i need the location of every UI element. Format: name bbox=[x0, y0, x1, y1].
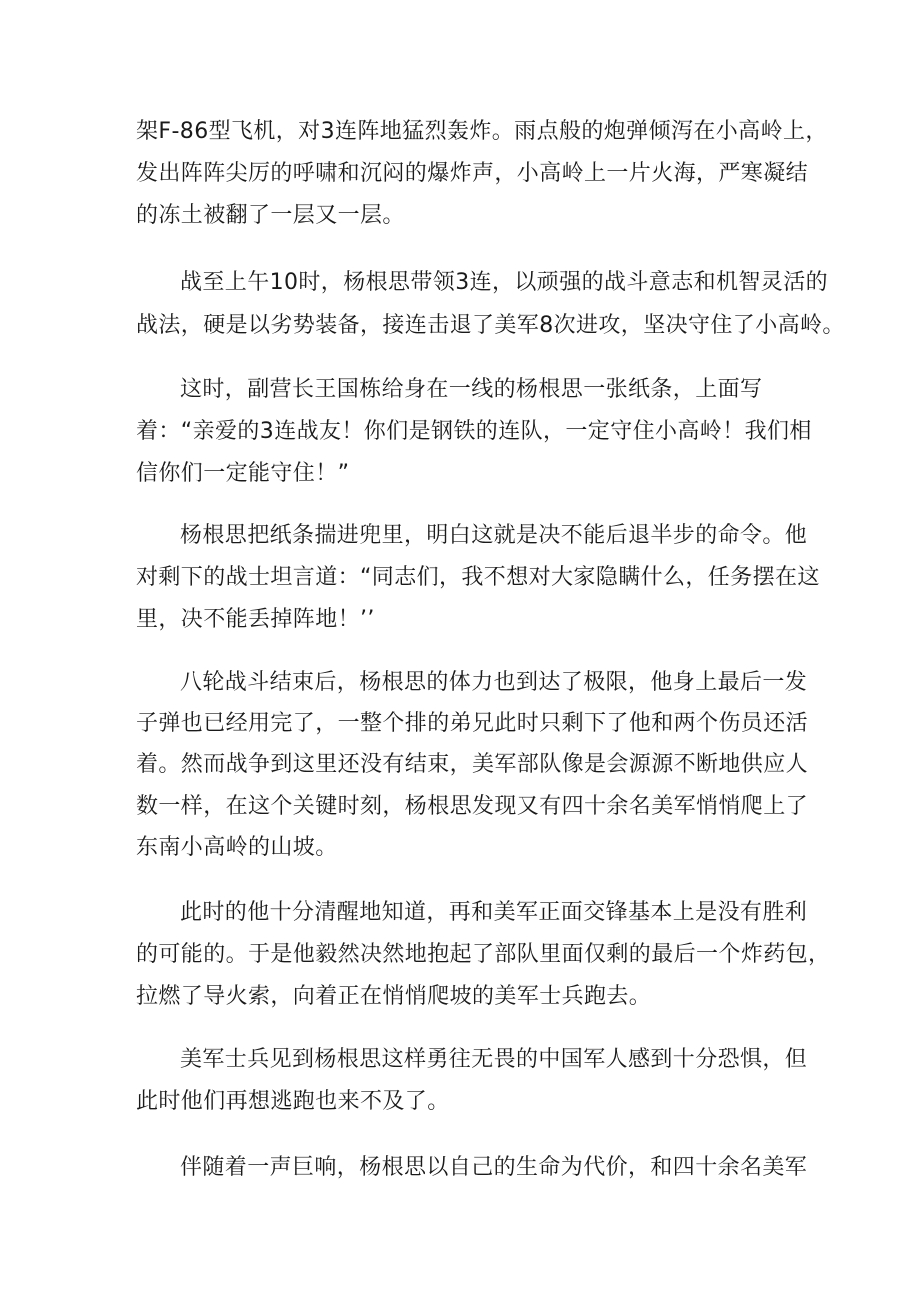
text-line: 这时，副营长王国栋给身在一线的杨根思一张纸条，上面写 bbox=[180, 377, 763, 402]
text-line: 八轮战斗结束后，杨根思的体力也到达了极限，他身上最后一发 bbox=[180, 670, 808, 695]
text-line: 着。然而战争到这里还没有结束，美军部队像是会源源不断地供应人 bbox=[136, 752, 809, 777]
text-line: 对剩下的战士坦言道：“同志们，我不想对大家隐瞒什么，任务摆在这 bbox=[136, 565, 820, 590]
text-line: 东南小高岭的山坡。 bbox=[136, 835, 338, 860]
text-line: 杨根思把纸条揣进兜里，明白这就是决不能后退半步的命令。他 bbox=[180, 523, 808, 548]
text-line: 着：“亲爱的3连战友！你们是钢铁的连队，一定守住小高岭！我们相 bbox=[136, 419, 812, 444]
text-line: 里，决不能丢掉阵地！’’ bbox=[136, 607, 375, 632]
text-line: 发出阵阵尖厉的呼啸和沉闷的爆炸声，小高岭上一片火海，严寒凝结 bbox=[136, 161, 809, 186]
text-line: 的冻土被翻了一层又一层。 bbox=[136, 203, 405, 228]
text-line: 美军士兵见到杨根思这样勇往无畏的中国军人感到十分恐惧，但 bbox=[180, 1047, 808, 1072]
text-line: 子弹也已经用完了，一整个排的弟兄此时只剩下了他和两个伤员还活 bbox=[136, 711, 809, 736]
text-line: 此时他们再想逃跑也来不及了。 bbox=[136, 1089, 450, 1114]
text-line: 架F-86型飞机，对3连阵地猛烈轰炸。雨点般的炮弹倾泻在小高岭上， bbox=[136, 119, 828, 144]
text-line: 战法，硬是以劣势装备，接连击退了美军8次进攻，坚决守住了小高岭。 bbox=[136, 313, 845, 338]
text-line: 的可能的。于是他毅然决然地抱起了部队里面仅剩的最后一个炸药包， bbox=[136, 942, 831, 967]
text-line: 拉燃了导火索，向着正在悄悄爬坡的美军士兵跑去。 bbox=[136, 984, 652, 1009]
text-line: 数一样，在这个关键时刻，杨根思发现又有四十余名美军悄悄爬上了 bbox=[136, 794, 809, 819]
text-line: 信你们一定能守住！” bbox=[136, 461, 350, 486]
text-line: 伴随着一声巨响，杨根思以自己的生命为代价，和四十余名美军 bbox=[180, 1155, 808, 1180]
text-line: 战至上午10时，杨根思带领3连，以顽强的战斗意志和机智灵活的 bbox=[180, 270, 828, 295]
text-line: 此时的他十分清醒地知道，再和美军正面交锋基本上是没有胜利 bbox=[180, 900, 808, 925]
